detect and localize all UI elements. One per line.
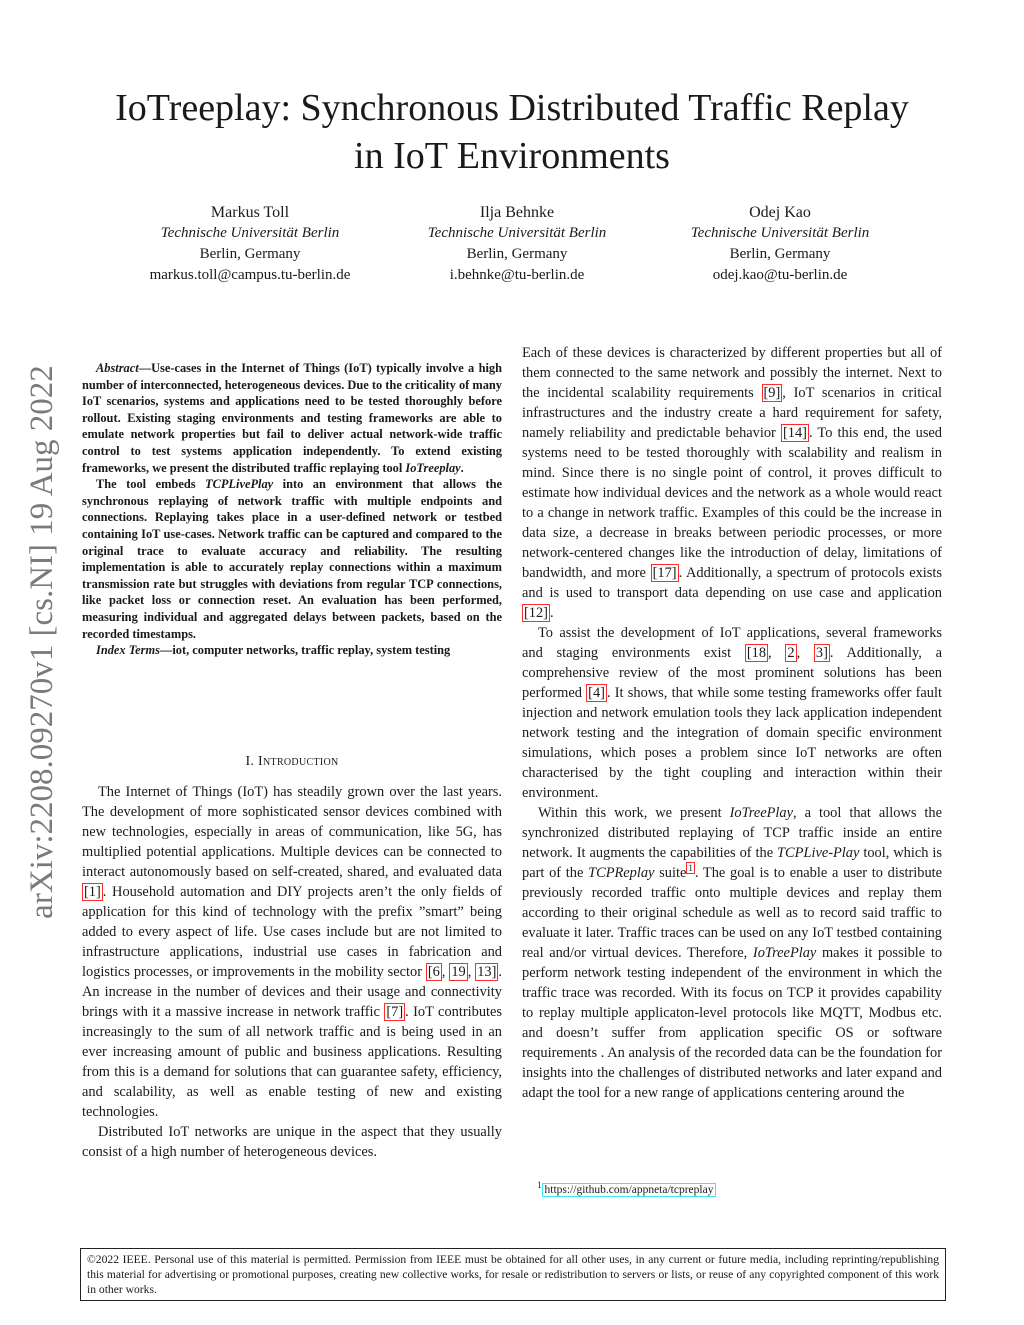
abstract-text: The tool embeds — [96, 477, 206, 492]
author-location: Berlin, Germany — [729, 246, 831, 262]
tool-name: TCPLivePlay — [205, 477, 274, 492]
body-text: tool, which is part of the — [522, 845, 942, 881]
footnote-url-link[interactable]: https://github.com/appneta/tcpreplay — [542, 1183, 717, 1197]
body-text: . Household automation and DIY projects aren’t the only fields of application for this kind of technology with the prefix ”smart” being added to every aspect of life. Use cases include but are not limited to infrastructure applications, industrial use cases in fabrication and logistics processes, or improvements in the mobility sector — [82, 884, 502, 980]
body-text: , a tool that allows the synchronized distributed replaying of TCP traffic inside an entire network. It augments the capabilities of the — [522, 805, 943, 861]
abstract-text: . — [460, 460, 464, 475]
body-text: . To this end, the used systems need to be tested thoroughly with scalability and realism in mind. Since there is no single point of control, it proves difficult to estimate how individual devices and the network as a whole would react to a change in network traffic. Examples of this could be the increase in data size, a decrease in breaks between periodic processes, or more network-centered changes like the introduction of delay, limitations of bandwidth, and more — [522, 425, 943, 581]
copyright-notice: ©2022 IEEE. Personal use of this material is permitted. Permission from IEEE must be obtained for all other uses, in any current or future media, including reprinting/republishing this material for advertising or promotional purposes, creating new collective works, for resale or redistribution to servers or lists, or reuse of any copyrighted component of this work in other works. — [80, 1248, 946, 1301]
body-text: , IoT scenarios in critical infrastructures and the industry create a hard requirement for safety, namely reliability and predictable behavior — [522, 385, 942, 441]
body-text: . Additionally, a comprehensive review of the most prominent solutions has been performed — [522, 645, 942, 701]
abstract-text: into an environment that allows the synchronous replaying of network traffic with multiple endpoints and connections. Replaying takes place in a user-defined network or testbed containing IoT use-cases. Network traffic can be captured and compared to the original trace to evaluate accuracy and reliability. The resulting implementation is able to accurately replay connections within a maximum transmission rate but struggles with deviations from regular TCP connections, like packet loss or connection reset. An evaluation has been performed, measuring individual and aggregated delays between packets, based on the recorded timestamps. — [82, 477, 502, 641]
footnote-number: 1 — [537, 1180, 542, 1191]
paper-title — [60, 84, 964, 180]
citation-link[interactable]: 13] — [477, 964, 497, 980]
abstract-text: —Use-cases in the Internet of Things (IoT) typically involve a high number of interconnected, heterogeneous devices. Due to the criticality of many IoT scenarios, systems and applications need to be tested thoroughly before rollout. Existing staging environments and testing frameworks are able to emulate network properties but fail to deliver actual network-wide traffic control to test systems application independently. To extend existing frameworks, we present the distributed traffic replaying tool — [82, 361, 502, 475]
body-text: The Internet of Things (IoT) has steadily grown over the last years. The development of more sophisticated sensor devices combined with new technologies, especially in areas of communication, like 5G, has multiplied potential applications. Multiple devices can be connected to interact autonomously based on self-created, shared, and evaluated data — [82, 784, 502, 880]
arxiv-identifier: arXiv:2208.09270v1 [cs.NI] 19 Aug 2022 — [24, 365, 60, 919]
index-terms-text: —iot, computer networks, traffic replay, system testing — [159, 643, 451, 658]
right-paragraph-2: To assist the development of IoT applications, several frameworks and staging environments exist [18 , 2 , 3] . Additionally, a comprehensive review of the most prominent solutions has been performed [4] . It shows, that while some testing frameworks offer fault injection and network emulation tools they lack application independent network testing and the integration of domain specific environment simulations, which poses a problem since IoT networks are often characterised by the tight coupling and interaction within their environment. — [522, 625, 942, 801]
tool-name: TCPLive-Play — [777, 845, 860, 861]
intro-column-right — [522, 343, 942, 1103]
tool-name: IoTreePlay — [729, 805, 794, 821]
right-paragraph-3 — [522, 803, 942, 1103]
index-terms-label: Index Terms — [96, 643, 160, 658]
body-text: . The goal is to enable a user to distribute previously recorded traffic onto multiple devices and replay them according to their original schedule as well as to record said traffic to evaluate it later. Traffic traces can be used on any IoT testbed containing real and/or virtual devices. Therefore, — [522, 865, 943, 961]
author-affiliation: Technische Universität Berlin — [160, 225, 340, 241]
section-number: I. — [245, 754, 255, 769]
abstract-paragraph-2 — [82, 476, 502, 642]
abstract-label: Abstract — [96, 361, 139, 375]
body-text: makes it possible to perform network testing independent of the environment in which the traffic trace was recorded. With its focus on TCP it provides capability to replay multiple applicaton-level protocols like MQTT, Modbus etc. and doesn’t suffer from application specific OS or software requirements . An analysis of the recorded data can be the foundation for insights into the challenges of distributed networks and later expand and adapt the tool for a new range of applications centering around the — [522, 945, 943, 1101]
author-name: Ilja Behnke — [479, 204, 555, 221]
title-line-2: in IoT Environments — [354, 135, 670, 177]
citation-link[interactable]: [4] — [588, 685, 605, 701]
author-affiliation: Technische Universität Berlin — [427, 225, 607, 241]
author-name: Odej Kao — [749, 204, 811, 221]
author-block-2 — [387, 202, 647, 286]
intro-paragraph-2: Distributed IoT networks are unique in the aspect that they usually consist of a high number of heterogeneous devices. — [82, 1124, 502, 1160]
tool-name: TCPReplay — [588, 865, 655, 881]
footnote-link[interactable]: 1 — [688, 863, 693, 874]
citation-link[interactable]: [12] — [524, 605, 548, 621]
author-email: markus.toll@campus.tu-berlin.de — [149, 267, 351, 283]
author-block-3 — [650, 202, 910, 286]
author-location: Berlin, Germany — [466, 246, 568, 262]
tool-name: IoTreeplay — [405, 460, 461, 475]
author-email: odej.kao@tu-berlin.de — [712, 267, 848, 283]
body-text: . IoT contributes increasingly to the sum of all network traffic and is being used in an ever increasing amount of public and business applications. Resulting from this is a demand for solutions that can guarantee safety, efficiency, and scalability, as well as enable testing of new and existing technologies. — [82, 1004, 502, 1120]
intro-paragraph-1: The Internet of Things (IoT) has steadily grown over the last years. The development of more sophisticated sensor devices combined with new technologies, especially in areas of communication, like 5G, has multiplied potential applications. Multiple devices can be connected to interact autonomously based on self-created, shared, and evaluated data [1] . Household automation and DIY projects aren’t the only fields of application for this kind of technology with the prefix ”smart” being added to every aspect of life. Use cases include but are not limited to infrastructure applications, industrial use cases in fabrication and logistics processes, or improvements in the mobility sector [6 , 19 , 13] . An increase in the number of devices and their usage and connectivity brings with it a massive increase in network traffic [7] . IoT contributes increasingly to the sum of all network traffic and is being used in an ever increasing amount of public and business applications. Resulting from this is a demand for solutions that can guarantee safety, efficiency, and scalability, as well as enable testing of new and existing technologies. — [82, 784, 502, 1120]
body-text: Within this work, we present — [538, 805, 730, 821]
title-line-1: IoTreeplay: Synchronous Distributed Traffic Replay — [115, 87, 909, 129]
author-location: Berlin, Germany — [199, 246, 301, 262]
body-text: . Additionally, a spectrum of protocols exists and is used to transport data depending on use case and application — [522, 565, 942, 601]
citation-link[interactable]: 19 — [451, 964, 466, 980]
intro-column-left — [82, 782, 502, 1162]
author-block-1 — [120, 202, 380, 286]
citation-link[interactable]: 2 — [787, 645, 795, 661]
citation-link[interactable]: [18 — [746, 645, 767, 661]
right-paragraph-1 — [522, 343, 942, 623]
citation-link[interactable]: [14] — [782, 425, 807, 441]
abstract-paragraph-1 — [82, 360, 502, 476]
author-affiliation: Technische Universität Berlin — [690, 225, 870, 241]
body-text: . — [549, 605, 554, 621]
index-terms — [82, 642, 502, 659]
author-email: i.behnke@tu-berlin.de — [449, 267, 585, 283]
citation-link[interactable]: [6 — [427, 964, 440, 980]
body-text: . An increase in the number of devices and their usage and connectivity brings with it a massive increase in network traffic — [82, 964, 502, 1020]
body-text: suite — [654, 865, 687, 881]
citation-link[interactable]: [9] — [763, 385, 781, 401]
body-text: Each of these devices is characterized by different properties but all of them connected to the same network and possibly the internet. Next to the incidental scalability requirements — [522, 345, 942, 401]
tool-name: IoTreePlay — [752, 945, 817, 961]
footnote — [537, 1180, 716, 1196]
citation-link[interactable]: [7] — [386, 1004, 404, 1020]
author-name: Markus Toll — [210, 204, 290, 221]
citation-link[interactable]: [1] — [84, 884, 101, 900]
abstract — [82, 360, 502, 659]
body-text: To assist the development of IoT applications, several frameworks and staging environments exist — [522, 625, 942, 661]
citation-link[interactable]: [17] — [652, 565, 677, 581]
body-text: . It shows, that while some testing frameworks offer fault injection and network emulation tools they lack application independent network testing and the integration of domain specific environment simulations, which poses a problem since IoT networks are often characterised by the tight coupling and interaction within their environment. — [522, 685, 942, 801]
section-title: Introduction — [258, 754, 339, 769]
citation-link[interactable]: 3] — [815, 645, 828, 661]
section-heading — [82, 754, 502, 770]
